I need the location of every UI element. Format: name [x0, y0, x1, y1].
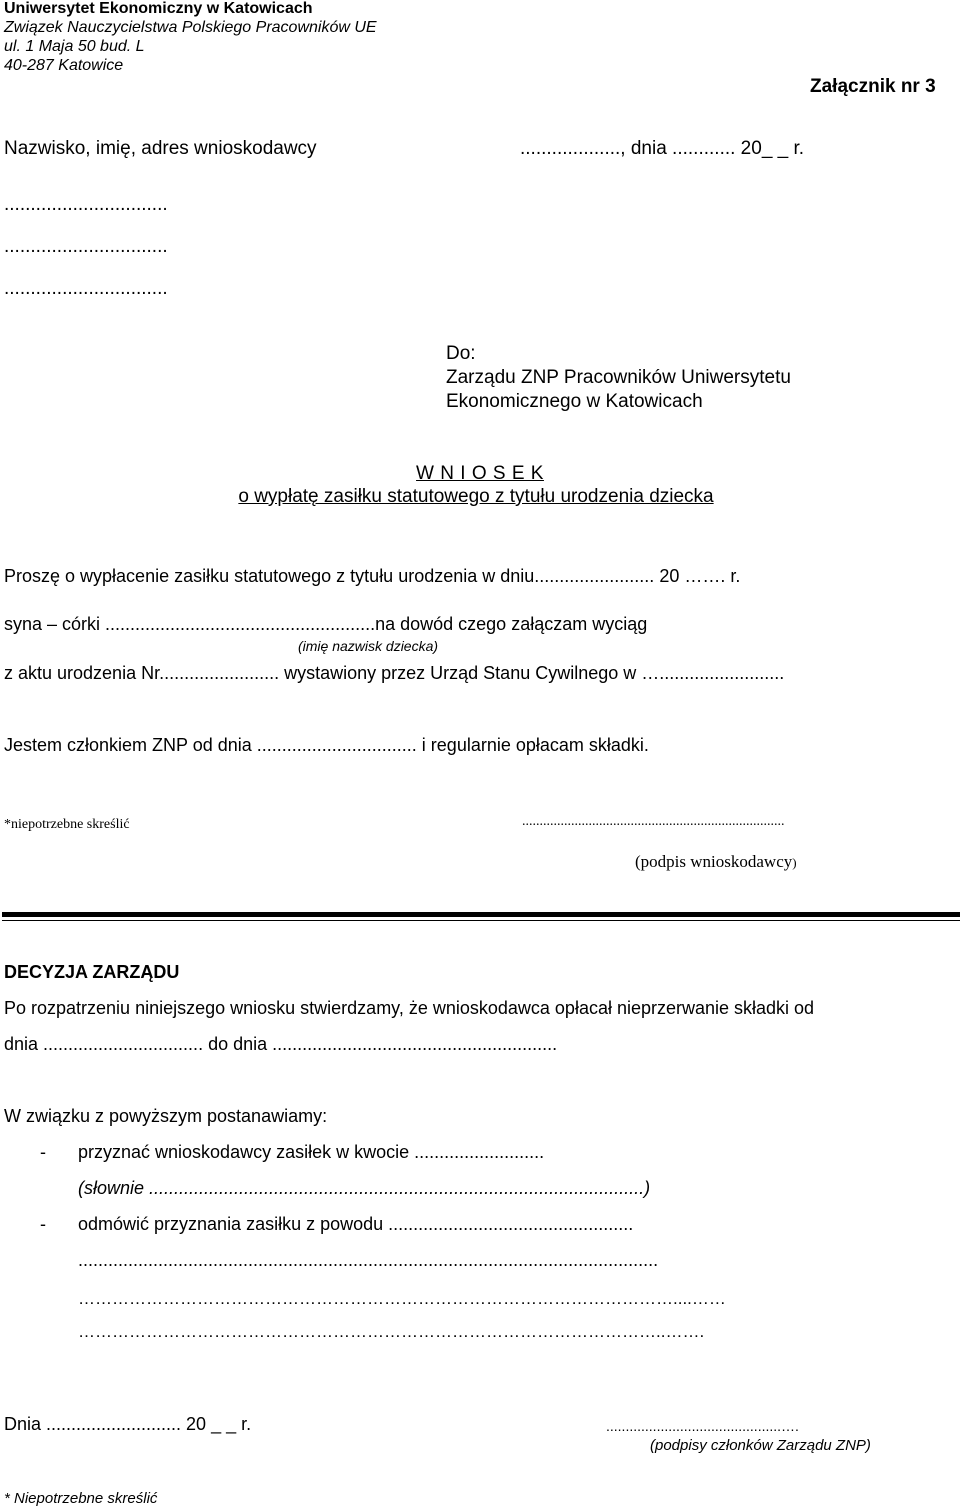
- document-subtitle: o wypłatę zasiłku statutowego z tytułu urodzenia dziecka: [238, 486, 714, 507]
- refuse-option: odmówić przyznania zasiłku z powodu .................................................: [78, 1214, 634, 1234]
- decision-heading: DECYZJA ZARZĄDU: [4, 962, 180, 982]
- decision-paragraph-2: dnia ................................ do dnia .........................................................: [4, 1034, 558, 1054]
- union-name: Związek Nauczycielstwa Polskiego Pracowników UE: [4, 19, 377, 36]
- child-line: syna – córki ......................................................na dowód czego załączam wyciąg: [4, 614, 648, 634]
- recipient-line-1: Zarządu ZNP Pracowników Uniwersytetu: [446, 367, 791, 388]
- grant-in-words: (słownie ...................................................................................................): [78, 1178, 651, 1198]
- decision-intro: W związku z powyższym postanawiamy:: [4, 1106, 328, 1126]
- footnote-top: *niepotrzebne skreślić: [4, 817, 130, 832]
- applicant-dots-1: ...............................: [4, 194, 168, 215]
- grant-option: przyznać wnioskodawcy zasiłek w kwocie ..........................: [78, 1142, 545, 1162]
- reason-dots-2: ……………………………………………………………………………………………....……: [78, 1289, 726, 1308]
- grant-dash: -: [40, 1142, 46, 1162]
- university-name: Uniwersytet Ekonomiczny w Katowicach: [4, 0, 313, 17]
- document-title: W N I O S E K: [416, 463, 544, 484]
- membership-line: Jestem członkiem ZNP od dnia ................................ i regularnie opłacam składki.: [4, 735, 649, 755]
- applicant-dots-2: ...............................: [4, 236, 168, 257]
- recipient-to: Do:: [446, 343, 476, 364]
- applicant-label: Nazwisko, imię, adres wnioskodawcy: [4, 138, 317, 159]
- board-signature-label: (podpisy członków Zarządu ZNP): [650, 1437, 871, 1454]
- attachment-number: Załącznik nr 3: [810, 76, 936, 97]
- applicant-dots-3: ...............................: [4, 278, 168, 299]
- refuse-dash: -: [40, 1214, 46, 1234]
- birth-certificate-line: z aktu urodzenia Nr........................ wystawiony przez Urząd Stanu Cywilnego w ….........................: [4, 663, 785, 683]
- recipient-line-2: Ekonomicznego w Katowicach: [446, 391, 703, 412]
- reason-dots-1: ....................................................................................................................: [78, 1250, 659, 1270]
- footnote-bottom: * Niepotrzebne skreślić: [4, 1490, 158, 1507]
- board-signature-dots: .............................................….: [606, 1418, 799, 1434]
- address-street: ul. 1 Maja 50 bud. L: [4, 38, 145, 55]
- signature-label: (podpis wnioskodawcy): [635, 852, 797, 871]
- address-city: 40-287 Katowice: [4, 57, 124, 74]
- signature-dots: ...........................................................................: [522, 814, 785, 829]
- place-date-line: ..................., dnia ............ 20_ _ r.: [520, 138, 805, 159]
- reason-dots-3: …………………………………………………………………………………………..…….: [78, 1322, 705, 1341]
- decision-date: Dnia ........................... 20 _ _ r.: [4, 1414, 252, 1434]
- child-name-hint: (imię nazwisk dziecka): [298, 638, 439, 654]
- separator-thin: [2, 920, 960, 921]
- decision-paragraph-1: Po rozpatrzeniu niniejszego wniosku stwierdzamy, że wnioskodawca opłacał nieprzerwanie składki od: [4, 998, 815, 1018]
- separator-thick: [2, 912, 960, 917]
- request-paragraph: Proszę o wypłacenie zasiłku statutowego z tytułu urodzenia w dniu........................ 20 ……. r.: [4, 566, 741, 586]
